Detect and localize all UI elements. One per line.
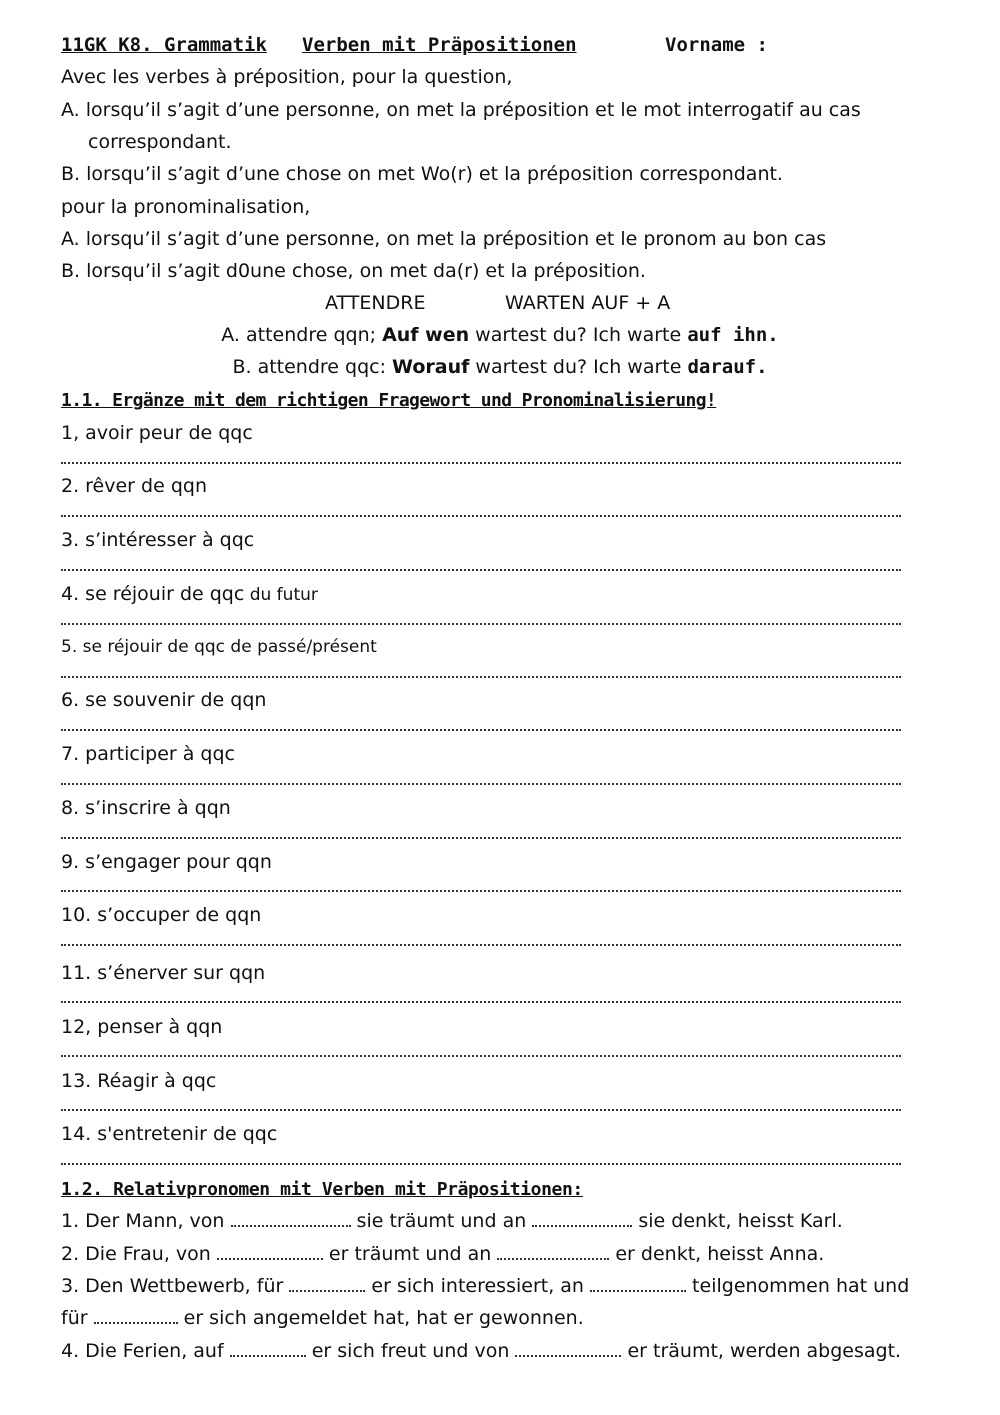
exercise1-title: 1.1. Ergänze mit dem richtigen Fragewort und Pronominalisierung! [61,390,717,411]
question-rule-b: B. lorsqu’il s’agit d’une chose on met Wo(r) et la préposition correspondant. [61,163,783,185]
exercise1-item: 4. se réjouir de qqc du futur [61,583,318,605]
exercise1-item: 3. s’intéresser à qqc [61,529,255,551]
exercise1-item: 13. Réagir à qqc [61,1070,217,1092]
answer-line[interactable] [61,944,901,946]
answer-line[interactable] [61,729,901,731]
relative-sentence-2: 2. Die Frau, von er träumt und an er denkt, heisst Anna. [61,1243,825,1265]
example-thing-question: Worauf [392,356,470,378]
question-intro: Avec les verbes à préposition, pour la question, [61,66,513,88]
answer-line[interactable] [61,1109,901,1111]
topic-title: Verben mit Präpositionen [302,34,577,56]
exercise1-item: 8. s’inscrire à qqn [61,797,231,819]
example-person-answer: auf ihn. [687,324,779,346]
relative-sentence-4: 4. Die Ferien, auf er sich freut und von er träumt, werden abgesagt. [61,1340,902,1362]
blank-field[interactable] [515,1341,621,1357]
name-label: Vorname : [665,34,768,56]
example-verb-fr: ATTENDRE [325,292,426,314]
answer-line[interactable] [61,569,901,571]
relative-sentence-3: 3. Den Wettbewerb, für er sich interessiert, an teilgenommen hat und [61,1275,910,1297]
blank-field[interactable] [590,1276,686,1292]
example-thing-answer: darauf. [687,356,768,378]
answer-line[interactable] [61,1055,901,1057]
pronominal-intro: pour la pronominalisation, [61,196,311,218]
question-rule-a-cont: correspondant. [88,131,232,153]
course-title: 11GK K8. Grammatik [61,34,267,56]
answer-line[interactable] [61,1001,901,1003]
exercise1-item: 1, avoir peur de qqc [61,422,253,444]
blank-field[interactable] [94,1308,178,1324]
example-thing: B. attendre qqc: Worauf wartest du? Ich warte darauf. [232,356,768,378]
answer-line[interactable] [61,676,901,678]
answer-line[interactable] [61,890,901,892]
exercise1-item: 6. se souvenir de qqn [61,689,267,711]
example-verb-de: WARTEN AUF + A [505,292,671,314]
relative-sentence-1: 1. Der Mann, von sie träumt und an sie denkt, heisst Karl. [61,1210,843,1232]
exercise1-item: 9. s’engager pour qqn [61,851,272,873]
blank-field[interactable] [217,1244,323,1260]
exercise1-item: 5. se réjouir de qqc de passé/présent [61,637,377,657]
answer-line[interactable] [61,462,901,464]
exercise1-item: 7. participer à qqc [61,743,235,765]
pronominal-rule-a: A. lorsqu’il s’agit d’une personne, on met la préposition et le pronom au bon cas [61,228,827,250]
answer-line[interactable] [61,837,901,839]
pronominal-rule-b: B. lorsqu’il s’agit d0une chose, on met da(r) et la préposition. [61,260,646,282]
relative-sentence-3-cont: für er sich angemeldet hat, hat er gewonnen. [61,1307,584,1329]
exercise1-item: 2. rêver de qqn [61,475,207,497]
blank-field[interactable] [532,1211,632,1227]
exercise1-item: 12, penser à qqn [61,1016,223,1038]
example-person: A. attendre qqn; Auf wen wartest du? Ich warte auf ihn. [221,324,779,346]
answer-line[interactable] [61,1163,901,1165]
exercise1-item: 10. s’occuper de qqn [61,904,262,926]
answer-line[interactable] [61,783,901,785]
question-rule-a: A. lorsqu’il s’agit d’une personne, on met la préposition et le mot interrogatif au cas [61,99,861,121]
answer-line[interactable] [61,515,901,517]
blank-field[interactable] [497,1244,609,1260]
exercise2-title: 1.2. Relativpronomen mit Verben mit Präpositionen: [61,1179,583,1200]
blank-field[interactable] [230,1341,306,1357]
blank-field[interactable] [289,1276,365,1292]
example-person-question: Auf wen [382,324,470,346]
blank-field[interactable] [231,1211,351,1227]
answer-line[interactable] [61,623,901,625]
exercise1-item: 11. s’énerver sur qqn [61,962,266,984]
exercise1-item: 14. s'entretenir de qqc [61,1123,278,1145]
